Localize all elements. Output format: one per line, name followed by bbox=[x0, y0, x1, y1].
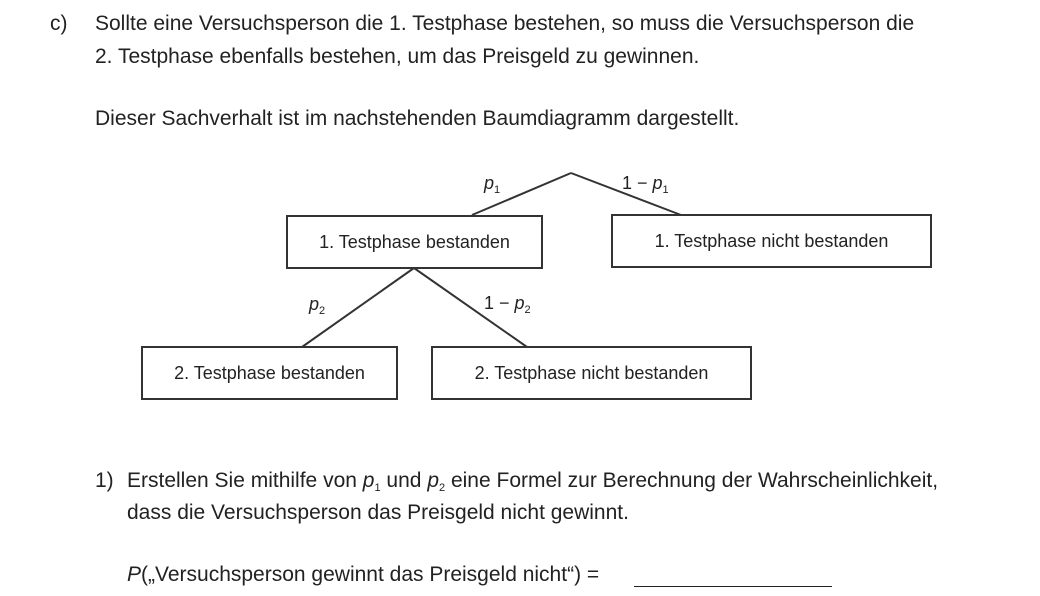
node-1-passed: 1. Testphase bestanden bbox=[286, 215, 543, 269]
intro-line-3: Dieser Sachverhalt ist im nachstehenden Baumdiagramm dargestellt. bbox=[95, 107, 740, 130]
var-p2: p bbox=[427, 469, 439, 492]
var-p2-sub: 2 bbox=[439, 482, 446, 494]
p1-sub: 1 bbox=[494, 184, 501, 196]
formula-func: P bbox=[127, 563, 142, 586]
p1-var: p bbox=[484, 173, 495, 193]
edge-label-1-minus-p1 bbox=[622, 173, 669, 196]
node-1-failed: 1. Testphase nicht bestanden bbox=[611, 214, 932, 268]
formula-body: („Versuchsperson gewinnt das Preisgeld nicht“) = bbox=[141, 563, 600, 586]
p1-sub: 1 bbox=[662, 184, 669, 196]
edge-label-p2 bbox=[309, 294, 325, 317]
1-minus-prefix: 1 − bbox=[484, 293, 515, 313]
intro-line-2: 2. Testphase ebenfalls bestehen, um das Preisgeld zu gewinnen. bbox=[95, 45, 700, 68]
edge-label-1-minus-p2 bbox=[484, 293, 531, 316]
subtask-text-a: Erstellen Sie mithilfe von bbox=[127, 469, 363, 492]
var-p1: p bbox=[362, 469, 375, 492]
subtask-text-c: eine Formel zur Berechnung der Wahrscheinlichkeit, bbox=[445, 469, 939, 492]
node-2-failed: 2. Testphase nicht bestanden bbox=[431, 346, 752, 400]
node-2-passed: 2. Testphase bestanden bbox=[141, 346, 398, 400]
answer-line[interactable] bbox=[634, 586, 832, 587]
subtask-number: 1) bbox=[95, 469, 114, 492]
subtask-line-2: dass die Versuchsperson das Preisgeld nicht gewinnt. bbox=[127, 501, 629, 524]
p2-sub: 2 bbox=[319, 305, 326, 317]
1-minus-prefix: 1 − bbox=[622, 173, 653, 193]
edge-label-p1 bbox=[484, 173, 500, 196]
p2-sub: 2 bbox=[524, 304, 531, 316]
p1-var: p bbox=[652, 173, 663, 193]
var-p1-sub: 1 bbox=[374, 482, 381, 494]
subtask-text-b: und bbox=[380, 469, 428, 492]
formula bbox=[127, 558, 599, 592]
p2-var: p bbox=[309, 294, 320, 314]
task-label: c) bbox=[50, 12, 68, 35]
intro-line-1: Sollte eine Versuchsperson die 1. Testphase bestehen, so muss die Versuchsperson die bbox=[95, 12, 915, 35]
p2-var: p bbox=[514, 293, 525, 313]
